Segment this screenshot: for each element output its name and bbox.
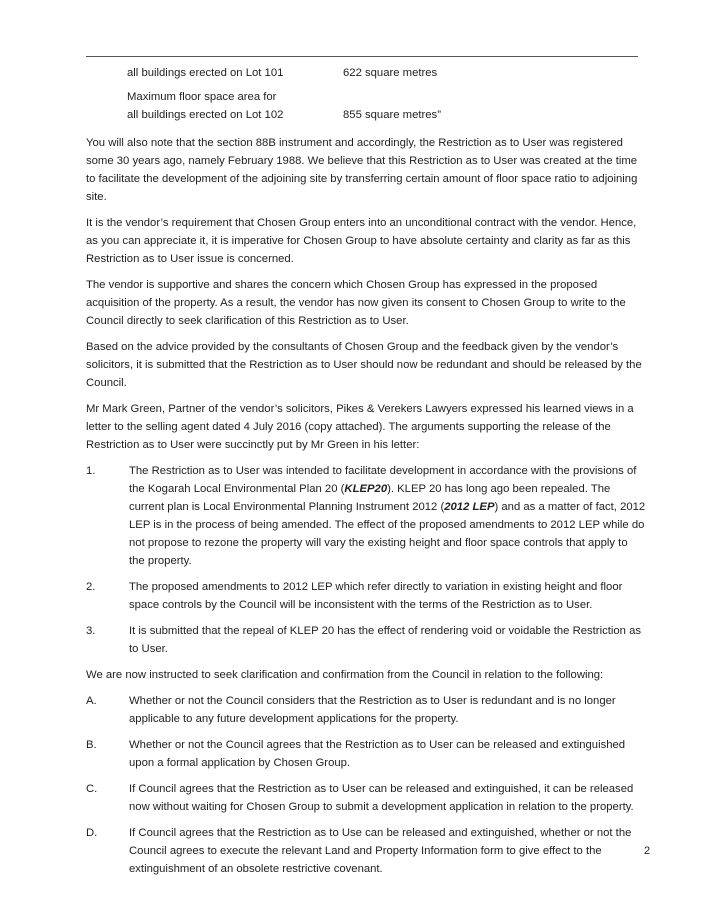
list-number: 2. xyxy=(86,581,96,593)
page-number: 2 xyxy=(644,845,651,857)
list-text: Whether or not the Council agrees that the Restriction as to User can be released and extinguished upon a formal application by Chosen Group. xyxy=(129,739,626,769)
list-letter: B. xyxy=(86,739,97,751)
list-text: It is submitted that the repeal of KLEP 20 has the effect of rendering void or voidable the Restriction as to User. xyxy=(129,625,642,655)
klep20-term: KLEP20 xyxy=(344,483,388,495)
list-text: The proposed amendments to 2012 LEP which refer directly to variation in existing height and floor space controls by the Council will be inconsistent with the terms of the Restriction as to User. xyxy=(129,581,623,611)
list-item xyxy=(86,462,646,570)
numbered-list xyxy=(86,462,646,658)
list-item xyxy=(86,692,646,728)
table-value: 855 square metres” xyxy=(343,109,441,121)
paragraph: We are now instructed to seek clarification and confirmation from the Council in relation to the following: xyxy=(86,669,604,681)
paragraph: The vendor is supportive and shares the concern which Chosen Group has expressed in the proposed acquisition of the property. As a result, the vendor has now given its consent to Chosen Group to write to the Council directly to seek clarification of this Restriction as to User. xyxy=(86,279,626,327)
paragraph: You will also note that the section 88B instrument and accordingly, the Restriction as to User was registered some 30 years ago, namely February 1988. We believe that this Restriction as to User was created at the time to facilitate the development of the adjoining site by transferring certain amount of floor space ratio to adjoining site. xyxy=(86,137,638,203)
table-row xyxy=(127,88,646,124)
document-body xyxy=(86,64,646,886)
floor-space-table xyxy=(127,64,646,124)
list-item xyxy=(86,578,646,614)
table-label: all buildings erected on Lot 101 xyxy=(127,67,284,79)
list-letter: A. xyxy=(86,695,97,707)
list-item xyxy=(86,622,646,658)
list-text: The Restriction as to User was intended to facilitate development in accordance with the provisions of the Kogarah Local Environmental Plan 20 (KLEP20). KLEP 20 has long ago been repealed. The current plan is Local Environmental Planning Instrument 2012 (2012 LEP) and as a matter of fact, 2012 LEP is in the process of being amended. The effect of the proposed amendments to 2012 LEP while do not propose to rezone the property will vary the existing height and floor space controls that apply to the property. xyxy=(129,465,646,567)
list-text: If Council agrees that the Restriction as to Use can be released and extinguished, whether or not the Council agrees to execute the relevant Land and Property Information form to give effect to the extinguishment of an obsolete restrictive covenant. xyxy=(129,827,632,875)
list-item xyxy=(86,780,646,816)
table-label: Maximum floor space area for all buildings erected on Lot 102 xyxy=(127,91,284,121)
list-number: 3. xyxy=(86,625,96,637)
header-rule xyxy=(86,56,638,57)
list-text: If Council agrees that the Restriction as to User can be released and extinguished, it can be released now without waiting for Chosen Group to submit a development application in relation to the property. xyxy=(129,783,634,813)
2012-lep-term: 2012 LEP xyxy=(444,501,495,513)
table-row xyxy=(127,64,646,82)
list-item xyxy=(86,736,646,772)
list-letter: D. xyxy=(86,827,98,839)
list-text: Whether or not the Council considers that the Restriction as to User is redundant and is no longer applicable to any future development applications for the property. xyxy=(129,695,616,725)
list-number: 1. xyxy=(86,465,96,477)
lettered-list xyxy=(86,692,646,878)
table-value: 622 square metres xyxy=(343,67,438,79)
paragraph: It is the vendor’s requirement that Chosen Group enters into an unconditional contract with the vendor. Hence, as you can appreciate it, it is imperative for Chosen Group to have absolute certainty and clarity as far as this Restriction as to User issue is concerned. xyxy=(86,217,637,265)
list-letter: C. xyxy=(86,783,98,795)
paragraph: Based on the advice provided by the consultants of Chosen Group and the feedback given by the vendor’s solicitors, it is submitted that the Restriction as to User should now be redundant and should be released by the Council. xyxy=(86,341,642,389)
list-item xyxy=(86,824,646,878)
paragraph: Mr Mark Green, Partner of the vendor’s solicitors, Pikes & Verekers Lawyers expressed his learned views in a letter to the selling agent dated 4 July 2016 (copy attached). The arguments supporting the release of the Restriction as to User were succinctly put by Mr Green in his letter: xyxy=(86,403,634,451)
